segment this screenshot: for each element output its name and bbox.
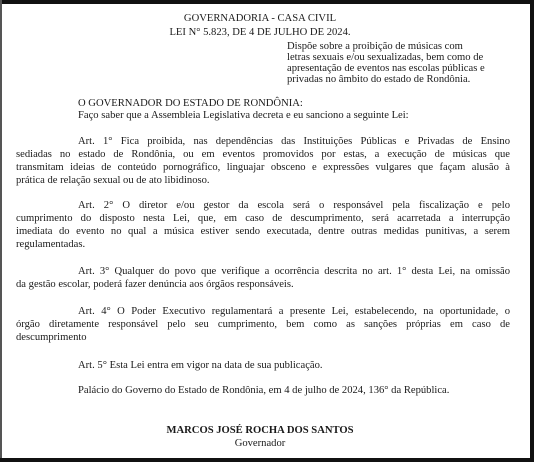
frame-border-bottom bbox=[0, 458, 534, 462]
ementa-line: apresentação de eventos nas escolas públicas e bbox=[287, 63, 485, 74]
preamble-governor: O GOVERNADOR DO ESTADO DE RONDÔNIA: bbox=[78, 98, 303, 109]
article-4-line: Art. 4° O Poder Executivo regulamentará a presente Lei, estabelecendo, na oportunidade, o bbox=[78, 306, 510, 317]
ementa-line: Dispõe sobre a proibição de músicas com bbox=[287, 41, 463, 52]
document-org-heading: GOVERNADORIA - CASA CIVIL bbox=[183, 13, 337, 24]
article-2-line: cumprimento do disposto nesta Lei, que, em caso de descumprimento, será acarretada a interrupção bbox=[16, 213, 510, 224]
frame-border-right bbox=[530, 0, 534, 462]
frame-border-left bbox=[0, 0, 2, 462]
signature-title: Governador bbox=[234, 438, 286, 449]
article-2-line: regulamentadas. bbox=[16, 239, 86, 250]
signature-name: MARCOS JOSÉ ROCHA DOS SANTOS bbox=[166, 425, 354, 436]
ementa-line: privadas no âmbito do estado de Rondônia. bbox=[287, 74, 471, 85]
article-4-line: órgão diretamente responsável pelo seu cumprimento, bem como as sanções próprias em caso de bbox=[16, 319, 510, 330]
ementa-line: letras sexuais e/ou sexualizadas, bem como de bbox=[287, 52, 484, 63]
article-1-line: Art. 1° Fica proibida, nas dependências das Instituições Públicas e Privadas de Ensino bbox=[78, 136, 510, 147]
article-2-line: imediata do evento no qual a música estiver sendo executada, dentre outras medidas punitivas, a serem bbox=[16, 226, 510, 237]
article-1-line: transmitam ideias de conteúdo pornográfico, linguajar obsceno e expressões vulgares que façam alusão à bbox=[16, 162, 510, 173]
preamble-enactment: Faço saber que a Assembleia Legislativa decreta e eu sanciono a seguinte Lei: bbox=[78, 110, 409, 121]
article-3-line: da gestão escolar, poderá fazer denúncia aos órgãos responsáveis. bbox=[16, 279, 294, 290]
article-5-line: Art. 5° Esta Lei entra em vigor na data de sua publicação. bbox=[78, 360, 323, 371]
article-2-line: Art. 2° O diretor e/ou gestor da escola será o responsável pela fiscalização e pelo bbox=[78, 200, 510, 211]
frame-border-top bbox=[0, 0, 534, 4]
article-4-line: descumprimento bbox=[16, 332, 87, 343]
article-1-line: sediadas no estado de Rondônia, ou em eventos promovidos por estas, a execução de músicas que bbox=[16, 149, 510, 160]
article-1-line: prática de relação sexual ou de ato libidinoso. bbox=[16, 175, 210, 186]
closing-line: Palácio do Governo do Estado de Rondônia, em 4 de julho de 2024, 136° da República. bbox=[78, 385, 450, 396]
document-law-number: LEI N° 5.823, DE 4 DE JULHO DE 2024. bbox=[169, 27, 351, 38]
article-3-line: Art. 3° Qualquer do povo que verifique a ocorrência descrita no art. 1° desta Lei, na omissão bbox=[78, 266, 510, 277]
